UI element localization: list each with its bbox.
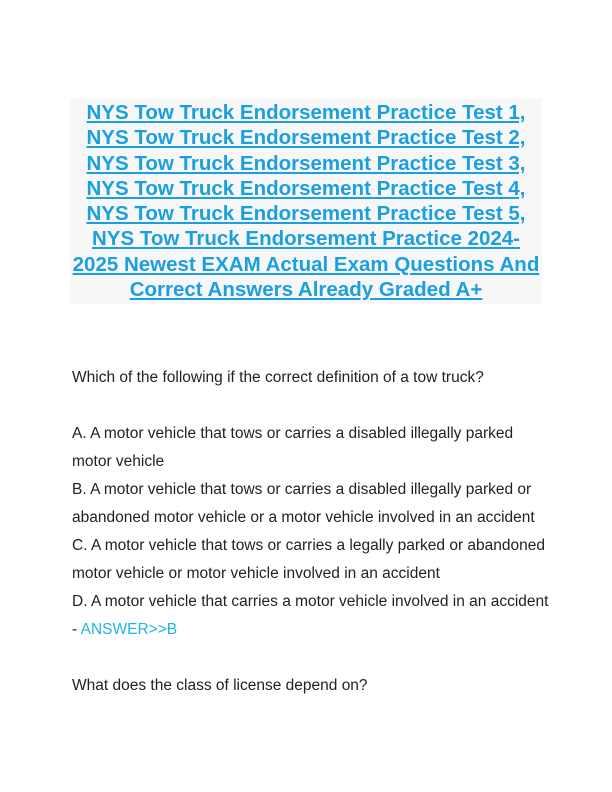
question-1-text: Which of the following if the correct definition of a tow truck? [72, 369, 484, 386]
question-1-option-d [72, 588, 552, 644]
spacer [72, 644, 552, 672]
question-1-option-d-text: D. A motor vehicle that carries a motor vehicle involved in an accident - [72, 593, 549, 638]
question-2-text: What does the class of license depend on? [72, 677, 368, 694]
question-1-option-a: A. A motor vehicle that tows or carries a disabled illegally parked motor vehicle [72, 425, 514, 470]
document-title-box [70, 98, 542, 304]
document-title-link[interactable]: NYS Tow Truck Endorsement Practice Test 1, NYS Tow Truck Endorsement Practice Test 2, NYS Tow Truck Endorsement Practice Test 3, NYS Tow Truck Endorsement Practice Test 4, NYS Tow Truck Endorsement Practice Test 5, NYS Tow Truck Endorsement Practice 2024-2025 Newest EXAM Actual Exam Questions And Correct Answers Already Graded A+ [72, 101, 540, 302]
spacer [72, 392, 552, 420]
question-content [72, 364, 552, 700]
question-1-option-c: C. A motor vehicle that tows or carries a legally parked or abandoned motor vehicle or motor vehicle involved in an accident [72, 537, 546, 582]
question-1-option-b: B. A motor vehicle that tows or carries a disabled illegally parked or abandoned motor vehicle or a motor vehicle involved in an accident [72, 481, 535, 526]
question-1-answer: ANSWER>>B [80, 621, 178, 638]
